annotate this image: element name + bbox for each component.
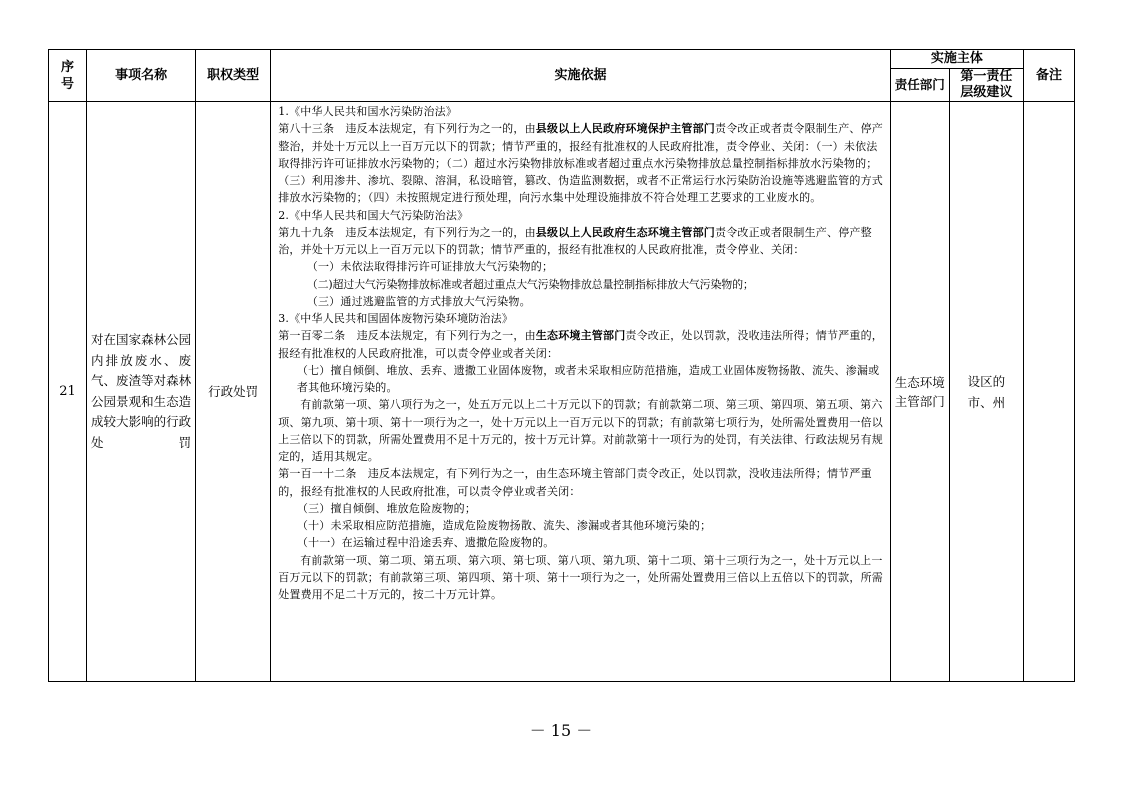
basis-law-water: 1.《中华人民共和国水污染防治法》 [278,105,458,118]
header-first-level [949,69,1023,102]
basis-article-83-a: 第八十三条 违反本法规定，有下列行为之一的，由 [278,122,536,136]
basis-solid-item-7: （七）擅自倾倒、堆放、丢弃、遗撒工业固体废物，或者未采取相应防范措施，造成工业固体废物扬散、流失、渗漏或者其他环境污染的。 [296,363,880,394]
header-item-name: 事项名称 [87,50,196,102]
basis-hazard-item-10: （十）未采取相应防范措施，造成危险废物扬散、流失、渗漏或者其他环境污染的； [296,519,712,532]
row-item-name: 对在国家森林公园内排放废水、废气、废渣等对森林公园景观和生态造成较大影响的行政处罚 [87,102,196,682]
row-remarks [1023,102,1074,682]
row-first-level [949,102,1023,682]
basis-article-102-dept: 生态环境主管部门 [535,329,626,343]
header-seq-text: 序号 [61,59,75,92]
page-number: － 15 － [529,721,593,740]
header-authority-type: 职权类型 [196,50,271,102]
header-dept: 责任部门 [890,69,949,102]
basis-102-penalty: 有前款第一项、第八项行为之一，处五万元以上二十万元以下的罚款；有前款第二项、第三项、第四项、第五项、第六项、第九项、第十项、第十一项行为之一，处十万元以上一百万元以下的罚款；有前款第七项行为，处所需处置费用一倍以上三倍以下的罚款，所需处置费用不足十万元的，按十万元计算。对前款第十一项行为的处罚，有关法律、行政法规另有规定的，适用其规定。 [278,398,883,463]
basis-article-102-a: 第一百零二条 违反本法规定，有下列行为之一，由 [278,329,536,343]
basis-article-99-dept: 县级以上人民政府生态环境主管部门 [535,225,715,239]
header-remarks: 备注 [1023,50,1074,102]
row-dept [890,102,949,682]
basis-article-102-c: 责令改正，处以罚款，没收违法所得；情节严重的，报经有批准权的人民政府批准，可以责令停业或者关闭： [278,329,884,360]
row-first-level-text: 设区的市、州 [967,373,1006,410]
basis-article-83 [278,120,885,206]
row-basis [271,102,891,682]
basis-article-99 [278,224,885,259]
basis-article-83-dept: 县级以上人民政府环境保护主管部门 [535,122,715,136]
header-subject: 实施主体 [890,50,1023,69]
row-dept-text: 生态环境主管部门 [894,374,945,409]
basis-air-item-3: （三）通过逃避监管的方式排放大气污染物。 [306,294,531,308]
basis-air-item-1: （一）未依法取得排污许可证排放大气污染物的； [306,260,554,274]
header-basis: 实施依据 [271,50,891,102]
basis-law-solid: 3.《中华人民共和国固体废物污染环境防治法》 [278,312,514,325]
basis-article-102 [278,327,885,362]
basis-air-item-2: （二)超过大气污染物排放标准或者超过重点大气污染物排放总量控制指标排放大气污染物的； [306,277,754,291]
row-seq: 21 [49,102,87,682]
basis-112-penalty: 有前款第一项、第二项、第五项、第六项、第七项、第八项、第九项、第十二项、第十三项行为之一，处十万元以上一百万元以下的罚款；有前款第三项、第四项、第十项、第十一项行为之一，处所需处置费用三倍以上五倍以下的罚款，所需处置费用不足二十万元的，按二十万元计算。 [278,553,883,601]
basis-law-air: 2.《中华人民共和国大气污染防治法》 [278,208,469,222]
header-first-level-text: 第一责任层级建议 [960,69,1013,100]
admin-penalty-table [48,49,1075,682]
basis-article-99-a: 第九十九条 违反本法规定，有下列行为之一的，由 [278,225,536,239]
basis-hazard-item-11: （十一）在运输过程中沿途丢弃、遗撒危险废物的。 [296,536,555,550]
basis-article-99-c: 责令改正或者限制生产、停产整治，并处十万元以上一百万元以下的罚款；情节严重的，报经有批准权的人民政府批准，责令停业、关闭： [278,225,872,256]
basis-article-83-c: 责令改正或者责令限制生产、停产整治，并处十万元以上一百万元以下的罚款；情节严重的，报经有批准权的人民政府批准，责令停业、关闭：（一）未依法取得排污许可证排放水污染物的；（二）超过水污染物排放标准或者超过重点水污染物排放总量控制指标排放水污染物的；（三）利用渗井、渗坑、裂隙、溶洞，私设暗管，篡改、伪造监测数据，或者不正常运行水污染防治设施等逃避监管的方式排放水污染物的；（四）未按照规定进行预处理，向污水集中处理设施排放不符合处理工艺要求的工业废水的。 [278,122,883,205]
row-authority-type: 行政处罚 [196,102,271,682]
basis-hazard-item-3: （三）擅自倾倒、堆放危险废物的； [296,501,477,515]
header-seq [49,50,87,102]
basis-article-112: 第一百一十二条 违反本法规定，有下列行为之一，由生态环境主管部门责令改正，处以罚款，没收违法所得；情节严重的，报经有批准权的人民政府批准，可以责令停业或者关闭： [278,467,872,498]
